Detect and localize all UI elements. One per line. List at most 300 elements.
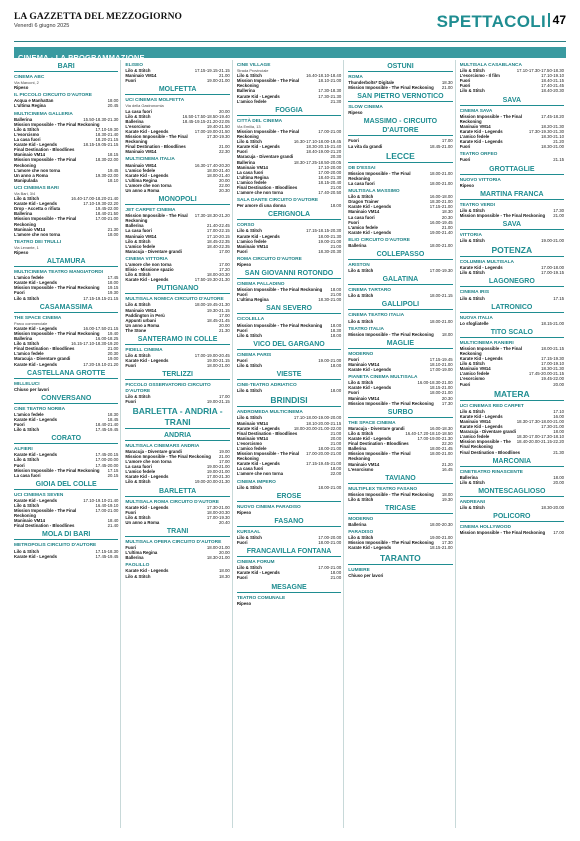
film-title: Lilo & Stitch (459, 408, 485, 414)
film-title: Maninaio VM14 (459, 418, 491, 424)
showtime-row (460, 321, 564, 326)
film-title: Lilo & Stitch (14, 503, 40, 508)
showtimes: 16.50-17.50-18.50-19.40 (182, 113, 230, 119)
film-title: Maninaio VM14 (459, 123, 491, 129)
cinema-name: CINEMA VITTORIA (125, 256, 168, 262)
showtimes: 18.15-19.05-21.15 (83, 142, 119, 148)
film-title: Mission Impossible - The Final Reckoning (348, 170, 411, 181)
film-title: Ballerina (14, 336, 33, 342)
film-title: L'ultima Regina (236, 174, 269, 180)
showtimes: 18.30-21.00 (318, 297, 342, 303)
film-title: Ripeso (236, 262, 252, 267)
city-heading: CASTELLANA GROTTE (14, 369, 118, 379)
film-title: Un anno a Roma (14, 172, 48, 178)
showtimes: 19.30-21.15 (206, 307, 230, 313)
showtimes: 17.10-19.10 (541, 73, 565, 79)
showtimes: 18.20-21.15 (95, 137, 119, 143)
film-title: Mission Impossible - The Final Reckoning (14, 121, 100, 127)
showtimes: 18.00 (107, 280, 119, 286)
film-title: Maninaio VM14 (125, 307, 157, 313)
film-title: Karate Kid - Legends (125, 358, 169, 364)
cinema-name: CINE TEATRO NORBA (14, 406, 66, 412)
showtimes: 18.30-21.30 (541, 366, 565, 372)
showtimes: 17.00 (219, 262, 230, 267)
showtimes: 18.00-21.00 (318, 484, 342, 490)
showtimes: 18.30-22.00 (95, 157, 119, 163)
city-heading: GIOIA DEL COLLE (14, 480, 118, 490)
film-title: Mission Impossible - The Final Reckoning (459, 113, 522, 124)
film-title: Lilo & Stitch (348, 535, 374, 541)
film-title: L'ultima Regina (14, 103, 46, 109)
film-title: La casa fuori (236, 169, 264, 175)
showtimes: 18.30-21.00 (206, 555, 230, 561)
cinema-name: MULTICINEMA RANIERI (459, 340, 514, 346)
film-title: Lilo & Stitch (14, 457, 40, 463)
showtimes: 22.30 (219, 149, 230, 155)
showtimes: 19.00-21.00 (206, 464, 230, 470)
showtimes: 21.40-22.45 (206, 223, 230, 229)
showtime-row (460, 505, 564, 510)
film-title: Mission Impossible - The Final Reckoning (459, 530, 546, 536)
showtimes: 18.00 (107, 98, 119, 104)
film-title: Karate Kid - Legends (14, 497, 57, 503)
showtimes: 18.30-17.30-18.00-21.00 (516, 418, 565, 424)
city-heading: MESAGNE (237, 583, 341, 593)
cinema-name: TEATRO VERDI (459, 202, 495, 208)
showtimes: 21.00 (330, 243, 342, 249)
cinema-name: MULTISALA CASABLANCA (459, 63, 522, 68)
film-title: Lilo & Stitch (459, 295, 485, 301)
showtimes: 18.30-21.10 (541, 134, 565, 140)
film-title: Maracuja - Diventare grandi (459, 429, 516, 435)
showtimes: 17.40-21.45 (541, 83, 565, 89)
showtimes: 18.10-20.00-21.15 (306, 420, 342, 426)
showtimes: 18.00-21.00 (206, 545, 230, 551)
cinema-address: Strada Provinciale (236, 68, 269, 74)
film-title: Ballerina (348, 522, 367, 528)
cinema-name: UCI CINEMAS SEVEN (14, 492, 64, 498)
film-title: Chiuso per lavori (348, 572, 384, 578)
showtimes: 17.15-19.45-21.00 (306, 461, 342, 467)
showtimes: 16.40-17.20-18.10-18.50 (405, 430, 453, 436)
film-title: Dragon Trainer (348, 199, 379, 205)
film-title: Karate Kid - Legends (459, 265, 503, 271)
film-title: Lilo & Stitch (459, 207, 485, 213)
showtimes: 18.30-17.25-18.50-20.05 (293, 159, 342, 165)
film-title: Final Destination - Bloodlines (348, 441, 409, 447)
cinema-name: CINEMA TEATRO ITALIA (348, 313, 405, 319)
film-title: Fuori (348, 219, 359, 225)
showtime-row (460, 450, 564, 455)
showtimes: 19.00-21.15 (206, 358, 230, 364)
city-heading: MONOPOLI (125, 195, 229, 205)
film-title: Lilo & Stitch (459, 270, 485, 276)
showtime-row (237, 99, 341, 104)
showtimes: 18.45-22.35 (206, 238, 230, 244)
film-title: Fuori (459, 83, 471, 89)
film-title: Fuori (125, 78, 137, 84)
film-title: Ballerina (459, 474, 478, 480)
film-title: Lilo & Stitch (236, 565, 262, 571)
film-title: Karate Kid - Legends (459, 424, 503, 430)
film-title: Maninaio VM14 (236, 420, 268, 426)
showtimes: 17.10-17.30-17.50-18.30 (516, 68, 565, 74)
film-title: Un anno a Roma (125, 322, 160, 328)
showtimes: 17.00-20.00 (95, 457, 119, 463)
film-title: Maracuja - Diventare grandi (125, 448, 182, 454)
film-title: Lilo & Stitch (125, 479, 151, 485)
showtime-row (348, 573, 452, 578)
film-title: Maninaio VM14 (348, 362, 380, 367)
showtimes: 21.00 (219, 453, 230, 459)
film-title: Fuori (14, 462, 25, 468)
showtime-row (14, 554, 118, 559)
film-title: L'amico fedele (14, 351, 44, 357)
showtimes: 18.45-21.45 (206, 317, 230, 323)
showtimes: 17.15-18.15-20.30 (306, 228, 342, 234)
film-title: Karate Kid - Legends (459, 356, 503, 362)
showtimes: 17.15-18.30 (95, 548, 119, 554)
film-title: Lilo & Stitch (348, 293, 374, 299)
film-title: Fuori (125, 398, 137, 404)
film-title: Mission Impossible - The Final Reckoning (236, 78, 300, 89)
film-title: Ballerina (348, 242, 367, 248)
cinema-name: CINEMA IMPERO (236, 479, 276, 485)
showtimes: 19.45 (107, 167, 119, 173)
film-title: L'ultima Regina (236, 297, 269, 303)
film-title: Fuori (236, 357, 248, 363)
showtimes: 21.30 (330, 98, 342, 104)
film-title: L'esorcismo (459, 376, 485, 382)
film-title: Maninaio VM14 (125, 162, 157, 168)
film-title: Lilo & Stitch (125, 573, 151, 579)
showtimes: 17.00-21.00 (318, 565, 342, 571)
city-heading: SAN SEVERO (237, 304, 341, 314)
showtimes: 21.00 (330, 184, 342, 190)
showtimes: 17.15-21.00 (429, 204, 453, 210)
showtimes: 17.00-19.30 (429, 268, 453, 274)
showtimes: 20.30 (219, 187, 230, 193)
showtimes: 17.45-18.20 (541, 113, 565, 119)
listing-column (237, 60, 344, 828)
showtimes: 20.15 (107, 472, 119, 478)
showtimes: 17.30-21.00 (541, 424, 565, 430)
city-heading: MARCONIA (460, 457, 564, 467)
film-title: Lilo & Stitch (236, 535, 262, 540)
film-title: Mission Impossible - The Final Reckoning (14, 467, 100, 473)
listing-column (460, 60, 566, 828)
showtimes: 17.45-20.00-21.15 (528, 371, 565, 377)
showtimes: 18.00 (441, 331, 453, 337)
film-title: La casa fuori (125, 464, 152, 470)
showtime-row (348, 85, 452, 90)
cinema-name: ANDREANI (459, 499, 485, 505)
film-title: Lilo & Stitch (348, 268, 374, 274)
showtimes: 16.15-17.10-18.30-19.20 (71, 341, 119, 347)
banner-title: CINEMA - LA PROGRAMMAZIONE (18, 53, 145, 62)
showtimes: 18.00 (553, 429, 565, 435)
showtime-row (460, 157, 564, 162)
showtime-row (460, 270, 564, 275)
listings-banner (14, 47, 566, 62)
showtime-row (237, 540, 341, 545)
showtimes: 17.10-19.30 (95, 126, 119, 132)
showtime-row (14, 296, 118, 301)
showtimes: 17.00-18.00 (541, 265, 565, 271)
film-title: L'amico fedele (236, 98, 267, 104)
showtimes: 19.00 (107, 356, 119, 362)
showtimes: 18.00-21.00 (429, 390, 453, 396)
film-title: Fuori (348, 390, 359, 396)
showtimes: 17.30 (553, 207, 565, 213)
city-heading: SAN GIOVANNI ROTONDO (237, 269, 341, 279)
showtimes: 16.00-18.30-21.00 (417, 380, 453, 386)
showtimes: 16.30-17.10-18.00-19.45 (293, 139, 342, 145)
film-title: Mission Impossible - The Final Reckoning (125, 134, 188, 145)
film-title: Lilo & Stitch (125, 302, 151, 308)
listing-column (348, 60, 455, 828)
cinema-name: VITTORIA (459, 232, 482, 238)
showtime-row (125, 213, 229, 223)
city-heading: ALTAMURA (14, 257, 118, 267)
film-title: Fuori (236, 292, 248, 298)
city-heading: TITO SCALO (460, 328, 564, 338)
showtimes: 18.00-21.00 (318, 445, 342, 451)
showtime-row (14, 362, 118, 367)
showtimes: 18.40-21.40 (95, 422, 119, 428)
film-title: Fuori (125, 363, 137, 369)
film-title: Lilo & Stitch (459, 361, 485, 367)
city-heading: TRANI (125, 527, 229, 537)
showtimes: 17.30 (441, 400, 453, 406)
showtimes: 20.45 (107, 103, 119, 109)
city-heading: MAGLIE (348, 339, 452, 349)
city-heading: MOLFETTA (125, 85, 229, 95)
showtime-row (348, 243, 452, 248)
showtimes: 18.00-21.40 (206, 172, 230, 178)
showtimes: 18.00 (553, 474, 565, 480)
showtimes: 17.10-20.15 (206, 233, 230, 239)
showtimes: 17.00-19.10 (541, 361, 565, 367)
city-heading: CERIGNOLA (237, 210, 341, 220)
showtimes: 17.15-19.15-21.15 (83, 295, 119, 301)
showtimes: 21.00 (219, 144, 230, 150)
page-header (14, 12, 566, 42)
showtime-row (460, 530, 564, 535)
showtimes: 17.00-19.00-20.45 (194, 353, 230, 359)
showtimes: 17.15-19.15-21.15 (194, 68, 230, 74)
film-title: Fuori (14, 422, 25, 428)
showtimes: 17.10-20.00 (318, 164, 342, 170)
film-title: Karate Kid - Legends (14, 280, 57, 286)
showtimes: 17.10-19.10-21.40 (83, 497, 119, 503)
film-title: L'amico fedele (125, 243, 156, 249)
film-title: Karate Kid - Legends (125, 568, 169, 574)
film-title: Maninaio VM14 (348, 461, 380, 467)
showtimes: 18.45 (107, 416, 119, 422)
cinema-name: NUOVA ITALIA (459, 315, 493, 321)
showtimes: 18.30 (219, 573, 230, 579)
showtimes: 18.30-17.00-17.30-18.10 (516, 434, 565, 440)
showtimes: 15.50-18.30-21.30 (83, 116, 119, 122)
cinema-name: MODERNO (348, 516, 374, 522)
showtime-row (237, 388, 341, 393)
showtimes: 18.00-21.00 (318, 540, 342, 546)
film-title: Karate Kid - Legends (236, 233, 280, 239)
cinema-name: PARADISO (348, 530, 374, 536)
showtimes: 18.00-21.00 (429, 318, 453, 324)
film-title: Ripeso (14, 85, 29, 91)
showtime-row (237, 297, 341, 302)
film-title: Mission Impossible - The Final Reckoning (236, 451, 300, 462)
showtimes: 17.30-21.30 (318, 93, 342, 99)
cinema-name: UCI CINEMAS BARI (14, 185, 59, 191)
cinema-name: ROMA CIRCUITO D'AUTORE (236, 256, 302, 262)
film-title: L'amore che non torna (125, 459, 172, 465)
showtimes: 18.45-19.15-21.20-22.05 (182, 118, 230, 124)
showtime-row (237, 249, 341, 254)
film-title: Maracuja - Diventare grandi (14, 356, 71, 362)
film-title: Maninaio VM14 (236, 243, 268, 249)
cinema-name: CINEMA PALLADINO (236, 282, 285, 288)
showtime-row (125, 249, 229, 254)
film-title: Maninaio VM14 (125, 149, 157, 155)
showtimes: 20.00 (219, 322, 230, 328)
showtimes: 20.30 (107, 351, 119, 357)
film-title: Lilo & Stitch (14, 295, 40, 301)
film-title: Lilo & Stitch (14, 341, 40, 347)
showtimes: 18.00 (330, 363, 342, 369)
showtimes: 21.20 (553, 139, 565, 145)
showtimes: 17.30-19.30-21.30 (528, 128, 565, 134)
film-title: Lilo & Stitch (236, 332, 262, 338)
showtimes: 17.00-19.00-21.30 (417, 436, 453, 442)
showtimes: 17.45-20.00 (95, 462, 119, 468)
film-title: Karate Kid - Legends (125, 474, 169, 480)
film-title: Lilo & Stitch (125, 238, 151, 244)
showtimes: 18.00 (107, 231, 119, 237)
showtimes: 18.15 (107, 152, 119, 158)
showtimes: 18.10-21.00 (429, 362, 453, 367)
showtime-row (125, 555, 229, 560)
film-title: Un anno a Roma (125, 187, 160, 193)
showtimes: 18.00-21.15 (429, 293, 453, 299)
film-title: Ballerina (125, 223, 144, 229)
cinema-address: Parco commerciale (14, 320, 48, 326)
showtime-row (125, 277, 229, 282)
cinema-name: MULTISALA NOMICA CIRCUITO D'AUTORE (125, 297, 224, 303)
film-title: Elisio - Missione spazio (125, 267, 174, 273)
showtimes: 21.20 (441, 461, 453, 467)
showtime-row (348, 171, 452, 181)
film-title: Lilo & Stitch (236, 388, 262, 394)
showtimes: 19.00-21.40 (429, 229, 453, 235)
cinema-name: CICOLELLA (236, 317, 265, 323)
film-title: Final Destination - Bloodlines (236, 430, 298, 436)
film-title: L'amico fedele (125, 469, 156, 475)
showtimes: 17.30-18.30-21.20 (194, 213, 230, 219)
showtimes: 16.00-18.30 (429, 425, 453, 431)
city-heading: EROSE (237, 492, 341, 502)
showtimes: 18.00 (441, 491, 453, 497)
showtimes: 19.45-22.00 (95, 206, 119, 212)
film-title: Karate Kid - Legends (348, 204, 392, 210)
film-title: L'ultima Regina (125, 177, 158, 183)
showtime-row (125, 520, 229, 525)
showtime-row (237, 129, 341, 139)
cinema-name: CINEMA IRIS (459, 290, 490, 296)
city-heading: SURBO (348, 408, 452, 418)
film-title: Lilo & Stitch (236, 73, 262, 79)
city-heading: COLLEPASSO (348, 250, 452, 260)
film-title: Karate Kid - Legends (14, 452, 57, 458)
showtimes: 21.00 (441, 85, 453, 91)
showtimes: 18.40-19.00-21.20 (306, 149, 342, 155)
film-title: Final Destination - Bloodlines (14, 346, 75, 352)
film-title: Fuori (459, 144, 471, 150)
showtime-row (348, 467, 452, 472)
film-title: L'esorcismo - Il film (459, 73, 500, 79)
city-heading: GALATINA (348, 275, 452, 285)
film-title: Ripeso (14, 250, 29, 255)
showtimes: 19.00 (219, 448, 230, 454)
showtimes: 20.30 (330, 154, 342, 160)
city-heading: VIESTE (237, 370, 341, 380)
film-title: Mission Impossible - The Final Reckoning (348, 491, 434, 497)
film-title: Ripeso (236, 600, 252, 606)
cinema-name: CINEMA PARIS (236, 352, 272, 358)
film-title: Acqua e Manhattan (14, 98, 54, 104)
showtimes: 17.00-21.00 (95, 216, 119, 222)
cinema-name: THE SPACE CINEMA (14, 315, 62, 321)
showtimes: 19.45-22.00 (541, 376, 565, 382)
film-title: Lilo & Stitch (236, 139, 262, 145)
film-title: Fuori (459, 157, 471, 163)
showtimes: 17.30-21.00 (206, 504, 230, 510)
showtime-row (125, 363, 229, 368)
showtimes: 16.00-19.45 (429, 219, 453, 225)
film-title: Chiuso per lavori (14, 386, 50, 392)
showtime-row (14, 250, 118, 255)
film-title: Fuori (125, 545, 137, 551)
film-title: La casa fuori (348, 180, 375, 186)
showtimes: 17.15 (107, 467, 119, 473)
showtimes: 20.00 (219, 177, 230, 183)
showtimes: 16.40-17.00-18.20-21.40 (71, 196, 119, 202)
cinema-name: CINEMA HOLLYWOOD (459, 525, 511, 531)
cinema-name: ROMA (348, 75, 363, 80)
film-title: Fuori (236, 575, 248, 581)
showtimes: 16.45 (441, 466, 453, 472)
film-title: Lilo & Stitch (348, 318, 374, 324)
showtimes: 18.00-19.45-21.30 (194, 302, 230, 308)
showtimes: 19.00-21.00 (206, 78, 230, 84)
film-title: Lilo & Stitch (14, 196, 40, 202)
showtimes: 17.00-22.15 (206, 228, 230, 234)
showtime-row (237, 510, 341, 515)
city-heading: BARI (14, 62, 118, 72)
film-title: Maracuja - Diventare grandi (125, 248, 182, 254)
cinema-address: Via Marconi, 2 (14, 80, 39, 86)
showtimes: 18.00 (330, 332, 342, 338)
showtimes: 18.30-21.00 (429, 199, 453, 205)
film-title: Fuori (348, 356, 359, 362)
showtimes: 18.00 (219, 568, 230, 574)
city-heading: MASSIMO - CIRCUITO D'AUTORE (348, 117, 452, 136)
showtimes: 18.00 (330, 203, 342, 209)
film-title: Mission Impossible - The Final Reckoning (459, 212, 546, 218)
showtimes: 17.45 (107, 275, 119, 281)
